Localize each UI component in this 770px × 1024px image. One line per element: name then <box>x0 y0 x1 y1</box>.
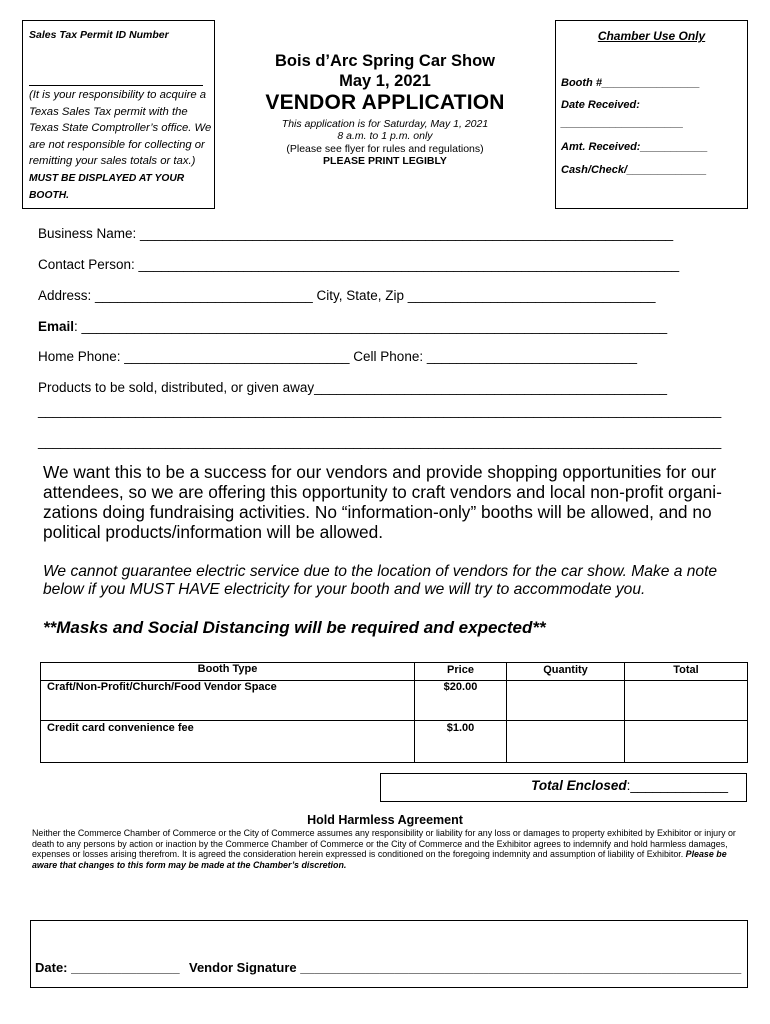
header-quantity: Quantity <box>507 663 625 681</box>
quantity-cell[interactable] <box>507 681 625 721</box>
products-field[interactable]: Products to be sold, distributed, or given away_______________________________________________ <box>38 380 668 395</box>
email-line: : ______________________________________________________________________________ <box>74 319 668 334</box>
show-name: Bois d’Arc Spring Car Show <box>274 52 496 70</box>
flyer-note: (Please see flyer for rules and regulations) <box>286 143 484 155</box>
signature-box <box>30 920 748 988</box>
show-date: May 1, 2021 <box>339 72 431 90</box>
permit-id-line[interactable] <box>29 85 203 86</box>
amount-received-field[interactable]: Amt. Received:___________ <box>561 141 708 153</box>
hold-harmless-title: Hold Harmless Agreement <box>307 813 463 827</box>
quantity-cell[interactable] <box>507 721 625 763</box>
products-blank-line-1[interactable]: ___________________________________________________________________________________________ <box>38 403 722 418</box>
permit-title: Sales Tax Permit ID Number <box>29 29 169 41</box>
booth-type-cell: Craft/Non-Profit/Church/Food Vendor Space <box>41 681 415 721</box>
total-enclosed-field <box>531 778 728 793</box>
business-name-field[interactable]: Business Name: _______________________________________________________________________ <box>38 226 674 241</box>
email-field[interactable] <box>38 319 667 334</box>
permit-note <box>29 87 213 205</box>
permit-note-text: (It is your responsibility to acquire a Texas Sales Tax permit with the Texas State Comptroller’s office. We are not responsible for collecting or remitting your sales totals or tax.) <box>29 89 212 167</box>
cash-check-field[interactable]: Cash/Check/_____________ <box>561 164 707 176</box>
header-price: Price <box>415 663 507 681</box>
total-cell[interactable] <box>625 721 748 763</box>
total-enclosed-label: Total Enclosed <box>531 778 627 793</box>
header-total: Total <box>625 663 748 681</box>
chamber-title: Chamber Use Only <box>597 29 706 43</box>
chamber-use-box <box>555 20 748 209</box>
header-booth-type: Booth Type <box>41 663 415 681</box>
electric-service-paragraph: We cannot guarantee electric service due to the location of vendors for the car show. Make a note below if you MUST HAVE electricity for your booth and we will try to accommodate you. <box>43 563 718 598</box>
products-blank-line-2[interactable]: ___________________________________________________________________________________________ <box>38 434 722 449</box>
table-row <box>41 721 748 763</box>
form-title: VENDOR APPLICATION <box>265 91 505 114</box>
date-received-label: Date Received: <box>561 99 640 111</box>
phone-field[interactable]: Home Phone: ______________________________ Cell Phone: ____________________________ <box>38 349 638 364</box>
table-header-row <box>41 663 748 681</box>
booth-type-cell: Credit card convenience fee <box>41 721 415 763</box>
total-enclosed-box[interactable] <box>380 773 747 802</box>
application-date-note: This application is for Saturday, May 1, 2021 <box>281 118 489 130</box>
total-cell[interactable] <box>625 681 748 721</box>
hold-harmless-text <box>32 828 744 870</box>
contact-person-field[interactable]: Contact Person: ________________________________________________________________________ <box>38 257 680 272</box>
price-cell: $20.00 <box>415 681 507 721</box>
signature-date-field[interactable]: Date: _______________ <box>35 960 180 975</box>
date-received-field[interactable]: ____________________ <box>561 117 684 129</box>
hold-harmless-body: Neither the Commerce Chamber of Commerce or the City of Commerce assumes any responsibility or liability for any loss or damages to property exhibited by Exhibitor or injury or death to any persons by action or inaction by the Commerce Chamber of Commerce or the City of Commerce and the Exhibitor agrees to indemnify and hold harmless damages, expenses or losses arising therefrom. It is agreed the consideration herein expressed is conditioned on the foregoing indemnity and assumption of liability of Exhibitor. <box>32 828 736 860</box>
masks-notice: **Masks and Social Distancing will be required and expected** <box>43 618 546 637</box>
vendor-signature-field[interactable]: Vendor Signature _____________________________________________________________ <box>189 960 742 975</box>
application-time-note: 8 a.m. to 1 p.m. only <box>337 130 433 142</box>
print-legibly-note: PLEASE PRINT LEGIBLY <box>323 155 447 167</box>
table-row <box>41 681 748 721</box>
booth-fee-table <box>40 662 748 763</box>
address-field[interactable]: Address: _____________________________ City, State, Zip _________________________________ <box>38 288 656 303</box>
email-label: Email <box>38 319 75 334</box>
price-cell: $1.00 <box>415 721 507 763</box>
permit-note-bold: MUST BE DISPLAYED AT YOUR BOOTH. <box>29 172 185 201</box>
sales-tax-permit-box <box>22 20 215 209</box>
hold-harmless-bold-note: Please be aware that changes to this form may be made at the Chamber’s discretion. <box>32 849 727 870</box>
booth-number-field[interactable]: Booth #________________ <box>561 77 700 89</box>
total-enclosed-line: :_____________ <box>626 778 728 793</box>
vendor-intro-paragraph: We want this to be a success for our vendors and provide shopping opportunities for our attendees, so we are offering this opportunity to craft vendors and local non-profit organi-zations doing fundraising activities. No “information-only” booths will be allowed, and no political products/information will be allowed. <box>43 462 722 542</box>
